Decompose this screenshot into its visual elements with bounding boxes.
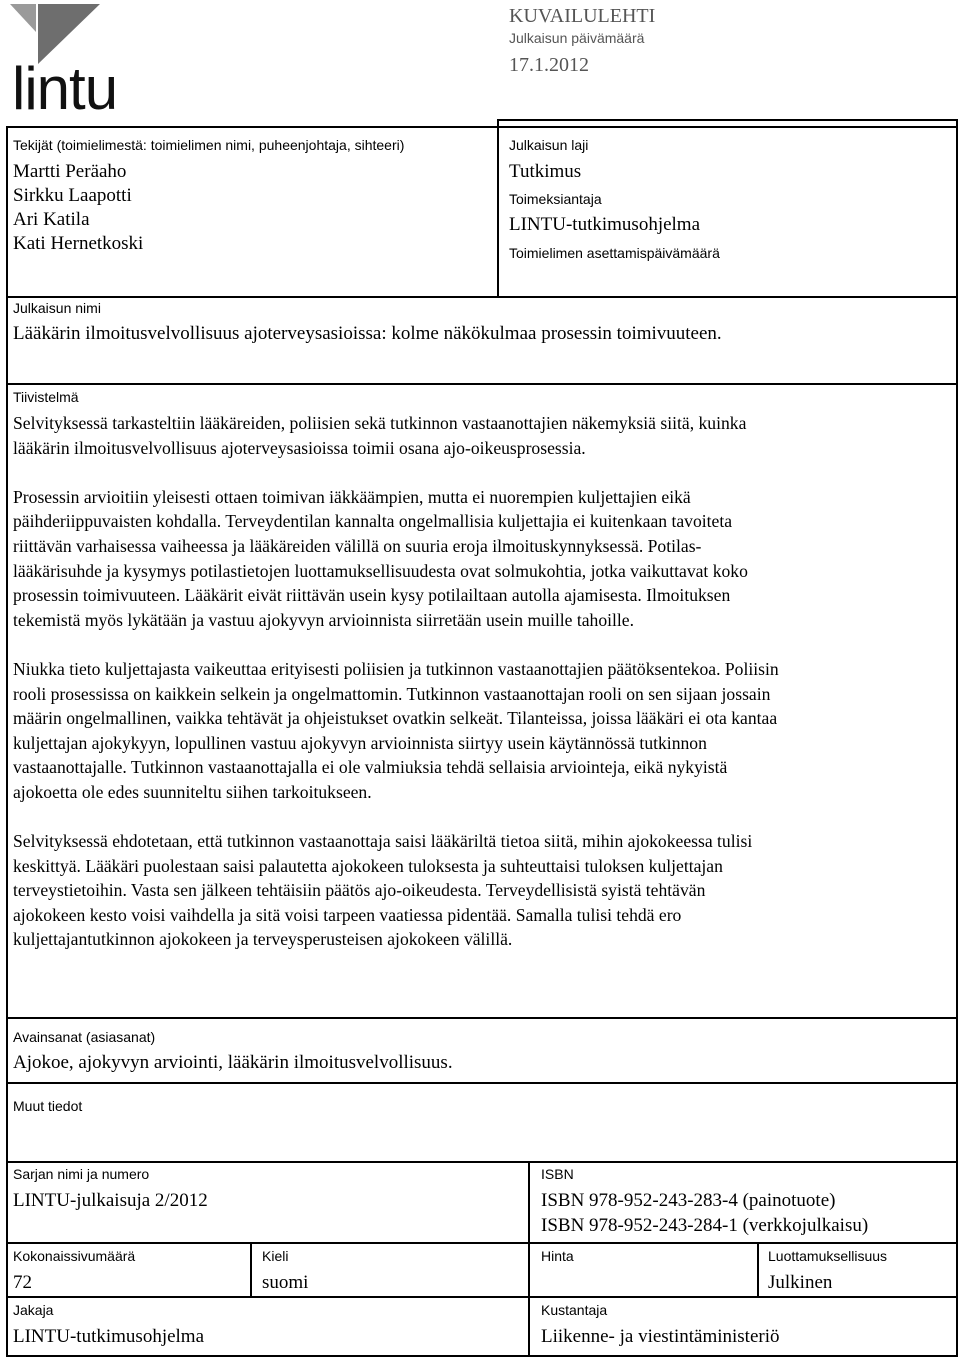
abstract-line: Prosessin arvioitiin yleisesti ottaen toimivan iäkkäämpien, mutta ei nuorempien kuljettajien eikä — [13, 486, 691, 507]
abstract-paragraph — [13, 657, 953, 805]
confidentiality-label: Luottamuksellisuus — [768, 1248, 888, 1264]
distributor: LINTU-tutkimusohjelma — [13, 1326, 205, 1347]
total-pages: 72 — [13, 1272, 32, 1293]
publication-date: 17.1.2012 — [509, 54, 589, 76]
abstract-line: keskittyä. Lääkäri puolestaan saisi palautetta ajokokeen tuloksesta ja suhteuttaisi tuloksen kuljettajan — [13, 855, 723, 876]
isbn-print: ISBN 978-952-243-283-4 (painotuote) — [541, 1190, 836, 1211]
publisher-label: Kustantaja — [541, 1302, 608, 1318]
abstract-line: lääkärisuhde ja kysymys potilastietojen luottamuksellisuudesta ovat solmukohtia, jotka vaikuttavat koko — [13, 560, 748, 581]
keywords: Ajokoe, ajokyvyn arviointi, lääkärin ilmoitusvelvollisuus. — [13, 1052, 453, 1073]
abstract-line: terveystietoihin. Vasta sen jälkeen tehtäisiin päätös ajo-oikeudesta. Terveydellisistä syistä tehtävän — [13, 880, 706, 901]
total-pages-label: Kokonaissivumäärä — [13, 1248, 136, 1264]
abstract-line: Selvityksessä tarkasteltiin lääkäreiden, poliisien sekä tutkinnon vastaanottajien näkemyksiä siitä, kuinka — [13, 413, 747, 433]
distributor-label: Jakaja — [13, 1302, 54, 1318]
logo-wordmark: lintu — [12, 55, 118, 122]
confidentiality: Julkinen — [768, 1272, 833, 1293]
title-label: Julkaisun nimi — [13, 300, 101, 316]
publication-date-label: Julkaisun päivämäärä — [509, 30, 645, 46]
abstract-line: ajokokeen kesto voisi vaihdella ja sitä voisi tarpeen vaatiessa pidentää. Samalla tulisi tehdä ero — [13, 904, 682, 925]
commissioner-label: Toimeksiantaja — [509, 191, 602, 207]
abstract-line: riittävän varhaisessa vaiheessa ja lääkäreiden välillä on suuria eroja ilmoituskynnyksessä. Potilas- — [13, 535, 702, 556]
document-type: KUVAILULEHTI — [509, 5, 656, 27]
keywords-label: Avainsanat (asiasanat) — [13, 1029, 156, 1045]
abstract-line: tekemistä myös lykätään ja vastuu ajokyvyn arvioinnista siirretään usein muille tahoille. — [13, 609, 635, 630]
abstract-line: rooli prosessissa on kaikkein selkein ja ongelmattomin. Tutkinnon vastaanottajan rooli on sen sijaan jossain — [13, 683, 771, 704]
author-name: Kati Hernetkoski — [13, 233, 144, 254]
language-label: Kieli — [262, 1248, 289, 1264]
publication-type: Tutkimus — [509, 161, 582, 182]
isbn-online: ISBN 978-952-243-284-1 (verkkojulkaisu) — [541, 1215, 869, 1236]
publication-title: Lääkärin ilmoitusvelvollisuus ajoterveysasioissa: kolme näkökulmaa prosessin toimivuuteen. — [13, 323, 722, 344]
abstract-text — [13, 411, 953, 977]
abstract-line: lääkärin ilmoitusvelvollisuus ajoterveysasioissa toimii osana ajo-oikeusprosessia. — [13, 437, 586, 458]
abstract-line: ajokoetta ole edes suunniteltu siihen tarkoitukseen. — [13, 781, 372, 802]
abstract-paragraph — [13, 829, 953, 952]
language: suomi — [262, 1272, 309, 1293]
abstract-line: prosessin toimivuuteen. Lääkärit eivät riittävän usein kysy potilailtaan autolla ajamisesta. Ilmoituksen — [13, 585, 731, 606]
series-value: LINTU-julkaisuja 2/2012 — [13, 1190, 208, 1211]
abstract-line: Niukka tieto kuljettajasta vaikeuttaa erityisesti poliisien ja tutkinnon vastaanottajien päätöksentekoa. Poliisin — [13, 658, 779, 679]
abstract-line: vastaanottajalle. Tutkinnon vastaanottajalla ei ole valmiuksia tehdä sellaisia arviointeja, eikä nykyistä — [13, 757, 728, 778]
authors-label: Tekijät (toimielimestä: toimielimen nimi, puheenjohtaja, sihteeri) — [13, 137, 405, 153]
abstract-line: määrin ongelmallinen, vaikka tehtävät ja ohjeistukset ovatkin selkeät. Tilanteissa, joissa lääkäri ei ota kantaa — [13, 708, 778, 729]
body-appointment-date-label: Toimielimen asettamispäivämäärä — [509, 245, 720, 261]
publication-type-label: Julkaisun laji — [509, 137, 589, 153]
series-label: Sarjan nimi ja numero — [13, 1166, 150, 1182]
abstract-line: Selvityksessä ehdotetaan, että tutkinnon vastaanottaja saisi lääkäriltä tietoa siitä, mihin ajokokeessa tulisi — [13, 831, 753, 852]
abstract-label: Tiivistelmä — [13, 389, 79, 405]
abstract-line: kuljettajantutkinnon ajokokeen ja terveysperusteisen ajokokeen välillä. — [13, 929, 513, 950]
abstract-line: kuljettajan ajokykyyn, lopullinen vastuu ajokyvyn arvioinnista siirtyy usein käytännössä tutkinnon — [13, 732, 707, 753]
commissioner: LINTU-tutkimusohjelma — [509, 214, 701, 235]
author-name: Sirkku Laapotti — [13, 185, 132, 206]
abstract-line: päihderiippuvaisten kohdalla. Terveydentilan kannalta ongelmallisia kuljettajia ei kuitenkaan tavoiteta — [13, 511, 733, 532]
isbn-label: ISBN — [541, 1166, 574, 1182]
price-label: Hinta — [541, 1248, 574, 1264]
lintu-logo — [8, 2, 158, 124]
author-name: Martti Peräaho — [13, 161, 127, 182]
abstract-paragraph — [13, 485, 953, 633]
publisher: Liikenne- ja viestintäministeriö — [541, 1326, 780, 1347]
author-name: Ari Katila — [13, 209, 90, 230]
abstract-paragraph — [13, 411, 953, 460]
other-info-label: Muut tiedot — [13, 1098, 83, 1114]
